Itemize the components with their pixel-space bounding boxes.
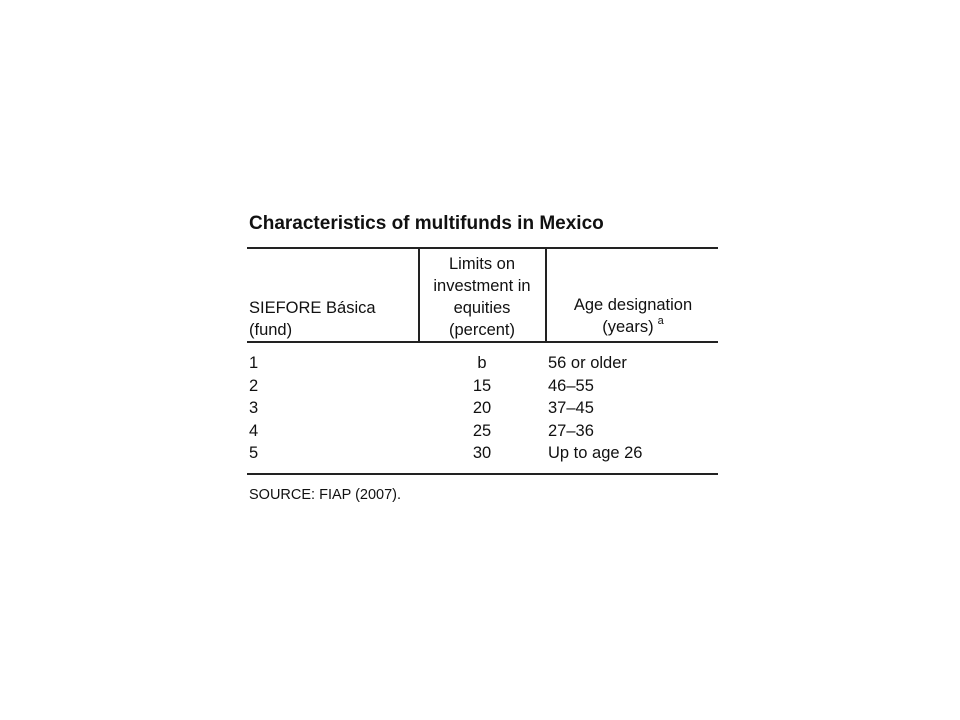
column-header-fund-line: (fund) [249, 321, 293, 339]
limit-cell: 15 [472, 376, 492, 395]
limit-cell: 30 [472, 444, 492, 462]
column-header-limits-line: equities [453, 299, 511, 317]
limit-cell: b [477, 354, 487, 372]
limit-cell: 20 [472, 399, 492, 417]
column-header-age [547, 294, 719, 340]
table-row [247, 352, 718, 375]
column-header-age-line: Age designation [573, 296, 693, 314]
column-header-age-unit: (years) [602, 318, 654, 336]
table-row [247, 442, 718, 465]
fund-cell: 5 [249, 444, 259, 462]
table-title: Characteristics of multifunds in Mexico [249, 213, 604, 234]
table-body [247, 352, 718, 465]
bottom-rule [247, 473, 718, 475]
footnote-marker-a: a [657, 315, 664, 327]
table-row [247, 420, 718, 443]
column-header-age-line [547, 316, 719, 340]
limit-cell: 25 [472, 421, 492, 440]
source-note: SOURCE: FIAP (2007). [249, 487, 402, 503]
table-row [247, 397, 718, 420]
age-cell: 46–55 [548, 376, 594, 395]
column-header-fund-line: SIEFORE Básica [249, 299, 376, 317]
column-header-limits-line: Limits on [448, 255, 516, 273]
table-row [247, 375, 718, 398]
header-rule [247, 341, 718, 343]
fund-cell: 1 [249, 354, 259, 372]
column-header-limits-line: (percent) [448, 321, 516, 339]
column-header-fund [249, 297, 376, 341]
fund-cell: 2 [249, 376, 259, 395]
top-rule [247, 247, 718, 249]
column-header-limits [419, 253, 545, 341]
age-cell: 27–36 [548, 421, 594, 440]
fund-cell: 4 [249, 421, 259, 440]
fund-cell: 3 [249, 399, 259, 417]
age-cell: 37–45 [548, 399, 594, 417]
column-header-limits-line: investment in [433, 277, 531, 295]
age-cell: 56 or older [548, 354, 627, 372]
age-cell: Up to age 26 [548, 444, 643, 462]
